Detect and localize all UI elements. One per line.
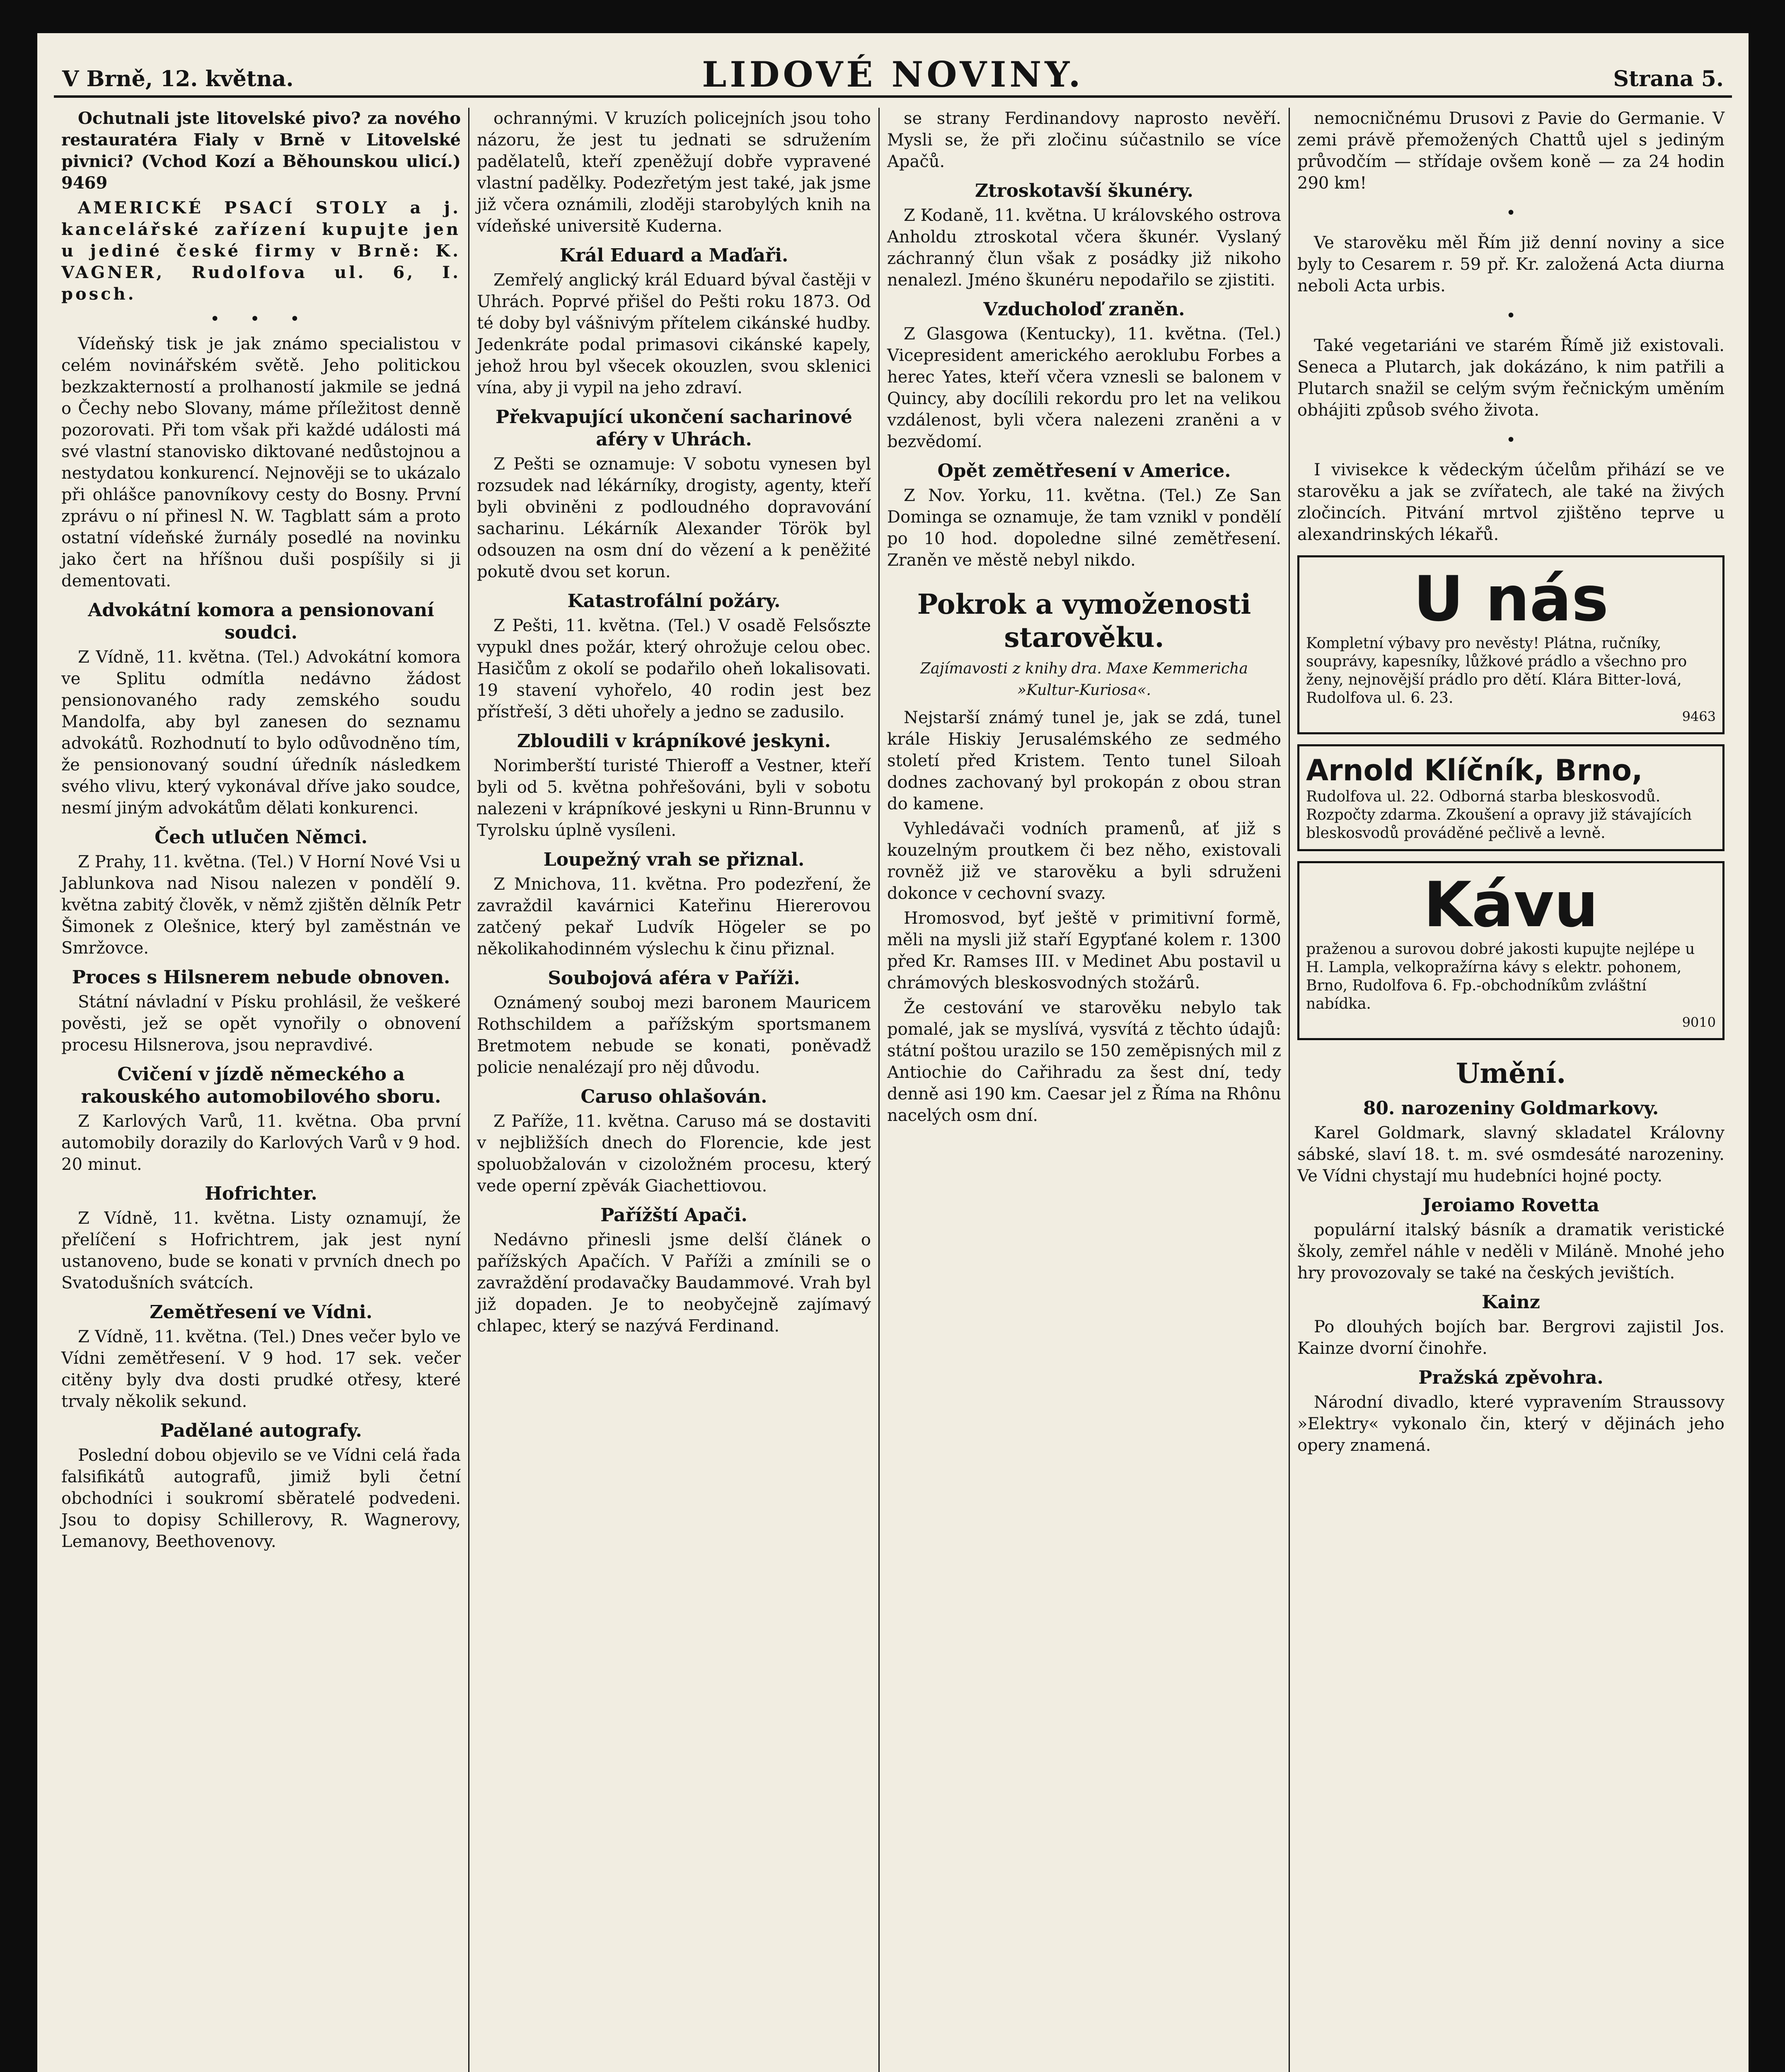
article-heading: Opět zemětřesení v Americe. — [937, 460, 1231, 482]
article-paragraph: Z Glasgowa (Kentucky), 11. května. (Tel.) Vicepresident amerického aeroklubu Forbes a herec Yates, kteří včera vznesli se balonem v Quincy, aby docílili rekordu pro let na velikou vzdálenost, byli včera nalezeni zraněni a v bezvědomí. — [887, 324, 1281, 451]
article-heading: Vzducholoď zraněn. — [983, 299, 1185, 320]
column-4 — [1289, 108, 1732, 2072]
article-paragraph: I vivisekce k vědeckým účelům přihází se ve starověku a jak se zvířatech, ale také na živých zločincích. Pitvání mrtvol zjištěno teprve u alexandrinských lékařů. — [1297, 460, 1725, 544]
article-paragraph: Po dlouhých bojích bar. Bergrovi zajistil Jos. Kainze dvorní činohře. — [1297, 1317, 1725, 1358]
article-paragraph: Nedávno přinesli jsme delší článek o pařížských Apačích. V Paříži a zmínili se o zavraždění prodavačky Baudammové. Vrah byl již dopaden. Je to neobyčejně zajímavý chlapec, který se nazývá Ferdinand. — [477, 1230, 871, 1336]
article-paragraph: Z Vídně, 11. května. Listy oznamují, že přelíčení s Hofrichtrem, jak jest nyní ustanoveno, bude se konati v prvních dnech po Svatodušních svátcích. — [61, 1209, 461, 1293]
ad-klicnik-text: Rudolfova ul. 22. Odborná starba bleskosvodů. Rozpočty zdarma. Zkoušení a opravy již stávajících bleskosvodů prováděné pečlivě a levně. — [1306, 788, 1692, 842]
ad-klicnik — [1297, 744, 1725, 851]
article-paragraph: nemocničnému Drusovi z Pavie do Germanie. V zemi právě přemožených Chattů ujel s jediným průvodčím — střídaje ovšem koně — za 24 hodin 290 km! — [1297, 109, 1725, 193]
article-paragraph: Vídeňský tisk je jak známo specialistou v celém novinářském světě. Jeho politickou bezkzakterností a prolhaností jakmile se jedná o Čechy nebo Slovany, máme příležitost denně pozorovati. Při tom však při každé události má své vlastní stanovisko diktované nedůstojnou a nestydatou konkurencí. Nejnověji se to ukázalo při ohlášce panovníkovy cesty do Bosny. První zprávu o ní přinesl N. W. Tagblatt sám a proto ostatní vídeňské žurnály posedlé na novinku jako čert na hříšnou duši pospíšily si ji dementovati. — [61, 334, 461, 591]
article-paragraph: populární italský básník a dramatik veristické školy, zemřel náhle v neděli v Miláně. Mnohé jeho hry provozovaly se také na českých jevištích. — [1297, 1220, 1725, 1283]
article-paragraph: Ve starověku měl Řím již denní noviny a sice byly to Cesarem r. 59 př. Kr. založená Acta diurna neboli Acta urbis. — [1297, 233, 1725, 295]
ad-kavu-text: praženou a surovou dobré jakosti kupujte nejlépe u H. Lampla, velkopražírna kávy s elektr. pohonem, Brno, Rudolfova 6. Fp.-obchodníkům zvláštní nabídka. — [1306, 941, 1695, 1012]
article-paragraph: Národní divadlo, které vypravením Straussovy »Elektry« vykonalo čin, který v dějinách jeho opery znamená. — [1297, 1393, 1725, 1455]
article-heading: Zemětřesení ve Vídni. — [150, 1302, 372, 1323]
article-paragraph: Z Nov. Yorku, 11. května. (Tel.) Ze San Dominga se oznamuje, že tam vznikl v pondělí po 10 hod. dopoledne silné zemětřesení. Zraněn ve městě nebyl nikdo. — [887, 486, 1281, 570]
article-heading: Cvičení v jízdě německého a rakouského automobilového sboru. — [81, 1064, 441, 1107]
separator-dot: • — [1506, 306, 1516, 325]
article-paragraph: Vyhledávači vodních pramenů, ať již s kouzelným proutkem či bez něho, existovali rovněž již ve starověku a byli sdruženi dokonce v cechovní svazy. — [887, 819, 1281, 903]
article-paragraph: Z Mnichova, 11. května. Pro podezření, že zavraždil kavárnici Kateřinu Hiererovou zatčený pekař Ludvík Högeler se po několikahodinném výslechu k činu přiznal. — [477, 875, 871, 959]
article-paragraph: Také vegetariáni ve starém Římě již existovali. Seneca a Plutarch, jak dokázáno, k nim patřili a Plutarch snažil se celým svým řečnickým uměním obhájiti způsob svého života. — [1297, 336, 1725, 420]
article-paragraph: Poslední dobou objevilo se ve Vídni celá řada falsifikátů autografů, jimiž byli četní obchodníci i soukromí sběratelé podvedeni. Jsou to dopisy Schillerovy, R. Wagnerovy, Lemanovy, Beethovenovy. — [61, 1446, 461, 1551]
article-paragraph: Nejstarší známý tunel je, jak se zdá, tunel krále Hiskiy Jerusalémského ze sedmého století před Kristem. Tento tunel Siloah dodnes zachovaný byl prokopán z obou stran do kamene. — [887, 708, 1281, 813]
newspaper-page — [37, 33, 1749, 2072]
column-3 — [878, 108, 1289, 2072]
ad-klicnik-name: Arnold Klíčník, Brno, — [1306, 753, 1643, 787]
ad-number: 9463 — [1682, 709, 1716, 724]
feature-title: Pokrok a vymoženosti starověku. — [917, 588, 1251, 654]
article-heading: Jeroiamo Rovetta — [1422, 1195, 1599, 1216]
page-number: Strana 5. — [1613, 66, 1724, 92]
article-paragraph: Z Prahy, 11. května. (Tel.) V Horní Nové Vsi u Jablunkova nad Nisou nalezen v pondělí 9. května zabitý člověk, v němž zjištěn dělník Petr Šimonek z Olešnice, který byl zaměstnán ve Smržovce. — [61, 852, 461, 958]
article-heading: Král Eduard a Maďaři. — [559, 245, 788, 266]
article-heading: Pražská zpěvohra. — [1418, 1367, 1604, 1388]
ad-vagner-desks: AMERICKÉ PSACÍ STOLY a j. kancelářské zařízení kupujte jen u jediné české firmy v Brně: K. VAGNER, Rudolfova ul. 6, I. posch. — [61, 198, 461, 304]
ad-u-nas — [1297, 555, 1725, 734]
article-paragraph: Norimberští turisté Thieroff a Vestner, kteří byli od 5. května pohřešováni, byli v sobotu nalezeni v krápníkové jeskyni u Rinn-Brunnu v Tyrolsku úplně vysíleni. — [477, 756, 871, 840]
ad-u-nas-text: Kompletní výbavy pro nevěsty! Plátna, ručníky, souprávy, kapesníky, lůžkové prádlo a všechno pro ženy, nejnovější prádlo pro dětí. Klára Bitter-lová, Rudolfova ul. 6. 23. — [1306, 635, 1687, 707]
article-paragraph: Z Karlových Varů, 11. května. Oba první automobily dorazily do Karlových Varů v 9 hod. 20 minut. — [61, 1112, 461, 1174]
column-2 — [468, 108, 878, 2072]
issue-date: V Brně, 12. května. — [62, 66, 294, 92]
article-heading: Zbloudili v krápníkové jeskyni. — [517, 731, 831, 752]
article-paragraph: Z Pešti se oznamuje: V sobotu vynesen byl rozsudek nad lékárníky, drogisty, agenty, kteří byli obviněni z podloudného dopravování sacharinu. Lékárník Alexander Török byl odsouzen na osm dní do vězení a k peněžité pokutě dvou set korun. — [477, 455, 871, 581]
column-1 — [54, 108, 468, 2072]
article-paragraph: Hromosvod, byť ještě v primitivní formě, měli na mysli již staří Egypťané kolem r. 1300 před Kr. Ramses III. v Medinet Abu postavil u chrámových bleskosvodných stožárů. — [887, 909, 1281, 992]
article-heading: Proces s Hilsnerem nebude obnoven. — [72, 967, 450, 988]
ad-kavu-title: Kávu — [1423, 869, 1599, 941]
section-title-umeni: Umění. — [1456, 1057, 1566, 1089]
article-heading: Hofrichter. — [205, 1183, 317, 1204]
article-paragraph: Oznámený souboj mezi baronem Mauricem Rothschildem a pařížským sportsmanem Bretmotem nebude se konati, poněvadž policie nenalézají pro něj důvodu. — [477, 993, 871, 1077]
article-paragraph: Zemřelý anglický král Eduard býval častěji v Uhrách. Poprvé přišel do Pešti roku 1873. Od té doby byl vášnivým přítelem cikánské hudby. Jedenkráte podal primasovi cikánské kapely, jehož hrou byl všecek okouzlen, svou sklenici vína, aby ji vypil na jeho zdraví. — [477, 271, 871, 397]
article-heading: Kainz — [1482, 1292, 1540, 1313]
newspaper-title: LIDOVÉ NOVINY. — [702, 54, 1084, 95]
ad-u-nas-title: U nás — [1413, 563, 1609, 635]
article-heading: Překvapující ukončení sacharinové aféry v Uhrách. — [495, 407, 853, 450]
article-heading: Čech utlučen Němci. — [155, 827, 368, 848]
article-paragraph: Z Pešti, 11. května. (Tel.) V osadě Felsőszte vypukl dnes požár, který ohrožuje celou obec. Hasičům z okolí se podařilo oheň lokalisovati. 19 stavení vyhořelo, 40 rodin jest bez přístřeší, 3 děti uhořely a jedno se zadusilo. — [477, 616, 871, 721]
article-heading: Soubojová aféra v Paříži. — [548, 968, 800, 989]
separator-stars: • • • — [210, 310, 312, 329]
article-paragraph: ochrannými. V kruzích policejních jsou toho názoru, že jest tu jednati se sdružením padělatelů, kteří zpeněžují dobře vypravené vlastní padělky. Podezřetým jest také, jak jsme již včera oznámili, zloději starobylých knih na vídeňské universitě Kuderna. — [477, 109, 871, 236]
ad-number: 9010 — [1682, 1014, 1716, 1030]
article-paragraph: Že cestování ve starověku nebylo tak pomalé, jak se myslívá, vysvítá z těchto údajů: státní poštou urazilo se 150 zeměpisných mil z Antiochie do Cařihradu za šest dní, tedy denně asi 190 km. Caesar jel z Říma na Rhônu nacelých osm dní. — [887, 998, 1281, 1125]
article-heading: Pařížští Apači. — [600, 1205, 747, 1226]
article-heading: Advokátní komora a pensionovaní soudci. — [88, 600, 434, 643]
article-heading: Katastrofální požáry. — [567, 591, 781, 612]
separator-dot: • — [1506, 203, 1516, 223]
article-paragraph: Z Kodaně, 11. května. U královského ostrova Anholdu ztroskotal včera škunér. Vyslaný záchranný člun však z posádky již nikoho nenalezl. Jméno škunéru nepodařilo se zjistiti. — [887, 206, 1281, 290]
feature-subtitle: Zajímavosti z knihy dra. Maxe Kemmericha »Kultur-Kuriosa«. — [920, 660, 1248, 699]
article-heading: Caruso ohlašován. — [580, 1086, 767, 1107]
ad-litovel-beer: Ochutnali jste litovelské pivo? za nového restauratéra Fialy v Brně v Litovelské pivnici? (Vchod Kozí a Běhounskou ulicí.) 9469 — [61, 109, 461, 193]
article-heading: Padělané autografy. — [160, 1420, 362, 1441]
article-paragraph: Z Paříže, 11. května. Caruso má se dostaviti v nejbližších dnech do Florencie, kde jest spoluobžalován v cizoložném procesu, který vede operní zpěvák Giachettiovou. — [477, 1112, 871, 1196]
article-paragraph: Z Vídně, 11. května. (Tel.) Advokátní komora ve Splitu odmítla nedávno žádost pensionovaného rady zemského soudu Mandolfa, aby byl zanesen do seznamu advokátů. Rozhodnutí to bylo odůvodněno tím, že pensionovaný soudní úředník následkem svého vlivu, který vykonával dříve jako soudce, nesmí jiným advokátům dělati konkurenci. — [61, 648, 461, 818]
article-paragraph: Z Vídně, 11. května. (Tel.) Dnes večer bylo ve Vídni zemětřesení. V 9 hod. 17 sek. večer citěny byly dva dosti prudké otřesy, které trvaly několik sekund. — [61, 1327, 461, 1411]
article-heading: Loupežný vrah se přiznal. — [543, 849, 805, 870]
separator-dot: • — [1506, 431, 1516, 450]
masthead — [54, 46, 1732, 98]
article-paragraph: se strany Ferdinandovy naprosto nevěří. Mysli se, že při zločinu súčastnilo se více Apačů. — [887, 109, 1281, 171]
article-paragraph: Státní návladní v Písku prohlásil, že veškeré pověsti, jež se opět vynořily o obnovení procesu Hilsnerova, jsou nepravdivé. — [61, 992, 461, 1055]
ad-kavu — [1297, 861, 1725, 1040]
article-paragraph: Karel Goldmark, slavný skladatel Královny sábské, slaví 18. t. m. své osmdesáté narozeniny. Ve Vídni chystají mu hudebníci hojné pocty. — [1297, 1123, 1725, 1186]
article-heading: 80. narozeniny Goldmarkovy. — [1363, 1098, 1659, 1119]
article-heading: Ztroskotavší škunéry. — [975, 180, 1194, 201]
